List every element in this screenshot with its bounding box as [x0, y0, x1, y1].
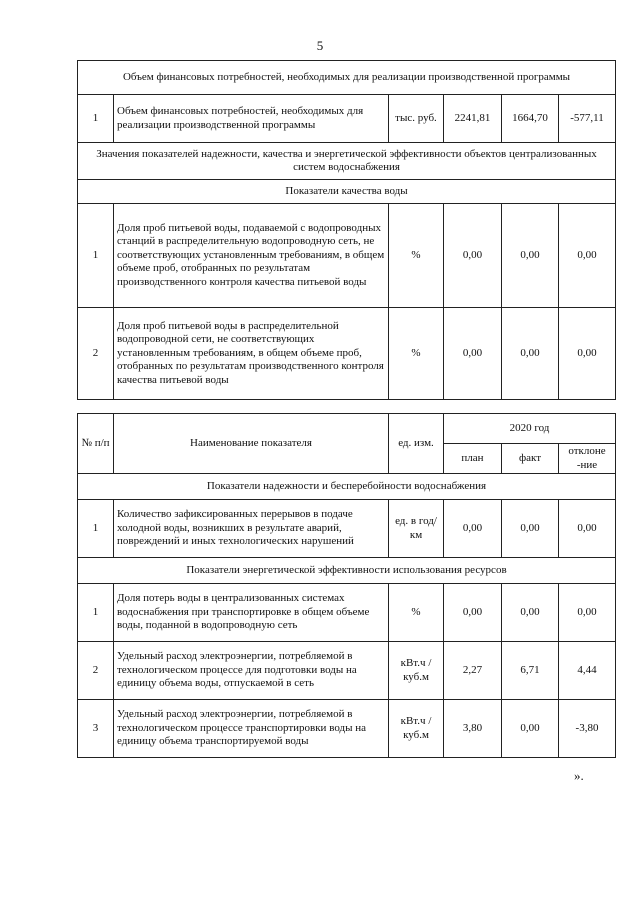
row-number: 3: [78, 700, 114, 758]
value-deviation: 0,00: [559, 584, 616, 642]
table-row: [78, 700, 616, 758]
energy-section-header: Показатели энергетической эффективности использования ресурсов: [78, 558, 616, 584]
page-number: 5: [316, 38, 324, 53]
value-plan: 2,27: [444, 642, 502, 700]
value-fact: 0,00: [502, 308, 559, 400]
value-fact: 0,00: [502, 204, 559, 308]
col-header-plan: план: [444, 444, 502, 474]
col-header-year: 2020 год: [444, 414, 616, 444]
row-number: 1: [78, 95, 114, 143]
value-deviation: -577,11: [559, 95, 616, 143]
col-header-deviation: отклоне -ние: [559, 444, 616, 474]
col-header-fact: факт: [502, 444, 559, 474]
value-deviation: -3,80: [559, 700, 616, 758]
value-deviation: 0,00: [559, 204, 616, 308]
indicator-name: Количество зафиксированных перерывов в подаче холодной воды, возникших в результате аварий, повреждений и иных технологических нарушений: [114, 500, 389, 558]
value-plan: 0,00: [444, 308, 502, 400]
quality-section-header: Показатели качества воды: [78, 180, 616, 204]
table-row: [78, 500, 616, 558]
unit: %: [389, 308, 444, 400]
indicator-name: Доля проб питьевой воды в распределительной водопроводной сети, не соответствующих установленным требованиям, в общем объеме проб, отобранных по результатам производственного контроля качества питьевой воды: [114, 308, 389, 400]
closing-quote: ».: [574, 768, 584, 783]
table-row: [78, 642, 616, 700]
value-fact: 0,00: [502, 584, 559, 642]
value-plan: 2241,81: [444, 95, 502, 143]
indicators-section-header: Значения показателей надежности, качества и энергетической эффективности объектов централизованных систем водоснабжения: [78, 143, 616, 180]
table-row: [78, 308, 616, 400]
reliability-energy-table: [77, 413, 616, 758]
row-number: 1: [78, 584, 114, 642]
indicator-name: Удельный расход электроэнергии, потребляемой в технологическом процессе транспортировки воды на единицу объема транспортируемой воды: [114, 700, 389, 758]
value-fact: 6,71: [502, 642, 559, 700]
unit: кВт.ч / куб.м: [389, 700, 444, 758]
value-plan: 3,80: [444, 700, 502, 758]
col-header-name: Наименование показателя: [114, 414, 389, 474]
value-deviation: 4,44: [559, 642, 616, 700]
unit: %: [389, 584, 444, 642]
col-header-number: № п/п: [78, 414, 114, 474]
table-row: [78, 584, 616, 642]
unit: кВт.ч / куб.м: [389, 642, 444, 700]
row-number: 1: [78, 204, 114, 308]
value-fact: 1664,70: [502, 95, 559, 143]
value-deviation: 0,00: [559, 500, 616, 558]
value-deviation: 0,00: [559, 308, 616, 400]
unit: %: [389, 204, 444, 308]
finance-section-header: Объем финансовых потребностей, необходимых для реализации производственной программы: [78, 61, 616, 95]
row-number: 1: [78, 500, 114, 558]
unit: ед. в год/ км: [389, 500, 444, 558]
indicator-name: Удельный расход электроэнергии, потребляемой в технологическом процессе для подготовки воды на единицу объема воды, отпускаемой в сеть: [114, 642, 389, 700]
value-plan: 0,00: [444, 204, 502, 308]
value-plan: 0,00: [444, 584, 502, 642]
value-plan: 0,00: [444, 500, 502, 558]
row-number: 2: [78, 308, 114, 400]
col-header-unit: ед. изм.: [389, 414, 444, 474]
row-number: 2: [78, 642, 114, 700]
finance-quality-table: [77, 60, 616, 400]
table-row: [78, 204, 616, 308]
table-row: [78, 95, 616, 143]
value-fact: 0,00: [502, 500, 559, 558]
reliability-section-header: Показатели надежности и бесперебойности водоснабжения: [78, 474, 616, 500]
indicator-name: Доля проб питьевой воды, подаваемой с водопроводных станций в распределительную водопроводную сеть, не соответствующих установленным требованиям, в общем объеме проб, отобранных по результатам производственного контроля качества питьевой воды: [114, 204, 389, 308]
value-fact: 0,00: [502, 700, 559, 758]
unit: тыс. руб.: [389, 95, 444, 143]
indicator-name: Доля потерь воды в централизованных системах водоснабжения при транспортировке в общем объеме воды, поданной в водопроводную сеть: [114, 584, 389, 642]
indicator-name: Объем финансовых потребностей, необходимых для реализации производственной программы: [114, 95, 389, 143]
